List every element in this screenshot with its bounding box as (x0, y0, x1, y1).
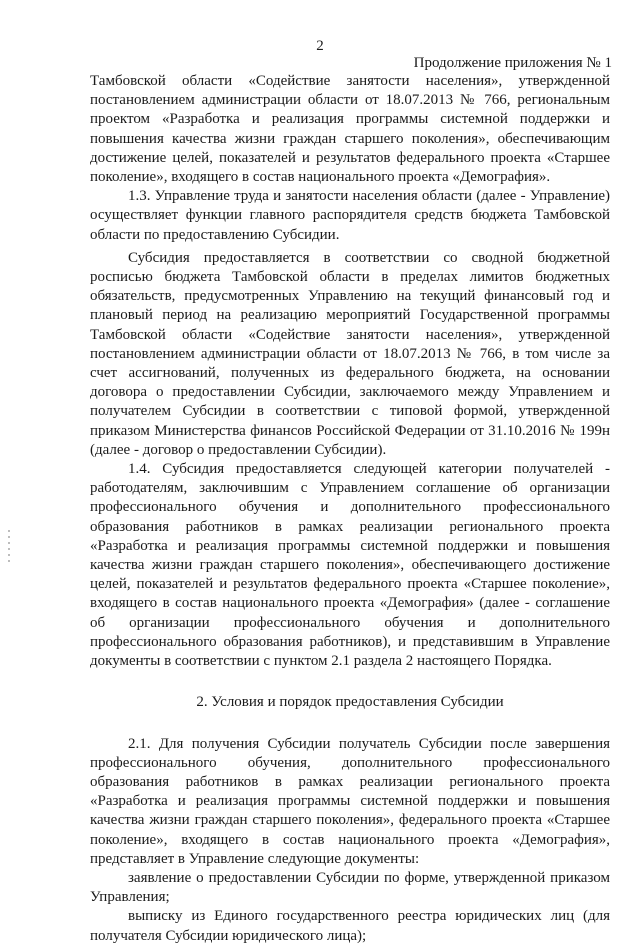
continuation-note: Продолжение приложения № 1 (413, 55, 612, 71)
paragraph-subsidy-basis: Субсидия предоставляется в соответствии со сводной бюджетной росписью бюджета Тамбовской области в пределах лимитов бюджетных обязательств, предусмотренных Управлению на текущий финансовый год и плановый период на реализацию мероприятий Государственной программы Тамбовской области «Содействие занятости населения», утвержденной постановлением администрации области от 18.07.2013 № 766, в том числе за счет ассигнований, полученных из федерального бюджета, на основании договора о предоставлении Субсидии, заключаемого между Управлением и получателем Субсидии в соответствии с типовой формой, утвержденной приказом Министерства финансов Российской Федерации от 31.10.2016 № 199н (далее - договор о предоставлении Субсидии). (90, 249, 610, 458)
margin-dots (8, 530, 12, 570)
page-number: 2 (316, 38, 324, 54)
paragraph-1-3: 1.3. Управление труда и занятости населения области (далее - Управление) осуществляет функции главного распорядителя средств бюджета Тамбовской области по предоставлению Субсидии. (90, 188, 610, 243)
paragraph-2-1: 2.1. Для получения Субсидии получатель Субсидии после завершения профессионального обучения, дополнительного профессионального образования работников в рамках реализации регионального проекта «Разработка и реализация программы системной поддержки и повышения качества жизни граждан старшего поколения», федерального проекта «Старшее поколение», входящего в состав национального проекта «Демография», представляет в Управление следующие документы: (90, 735, 610, 867)
section-heading: 2. Условия и порядок предоставления Субсидии (196, 694, 504, 711)
paragraph-continuation: Тамбовской области «Содействие занятости населения», утвержденной постановлением администрации области от 18.07.2013 № 766, региональным проектом «Разработка и реализация программы системной поддержки и повышения качества жизни граждан старшего поколения», обеспечивающим достижение целей, показателей и результатов федерального проекта «Старшее поколение», входящего в состав национального проекта «Демография». (90, 73, 610, 186)
list-item-registry-extract: выписку из Единого государственного реестра юридических лиц (для получателя Субсидии юридического лица); (90, 908, 610, 944)
paragraph-1-4: 1.4. Субсидия предоставляется следующей категории получателей - работодателям, заключившим с Управлением соглашение об организации профессионального обучения и дополнительного профессионального образования работников в рамках реализации регионального проекта «Разработка и реализация программы системной поддержки и повышения качества жизни граждан старшего поколения», обеспечивающего достижение целей, показателей и результатов федерального проекта «Старшее поколение», входящего в состав национального проекта «Демография» (далее - соглашение об организации профессионального обучения и дополнительного профессионального образования работников), и представившим в Управление документы в соответствии с пунктом 2.1 раздела 2 настоящего Порядка. (90, 461, 610, 670)
list-item-application: заявление о предоставлении Субсидии по форме, утвержденной приказом Управления; (90, 869, 610, 906)
document-body (90, 72, 610, 946)
